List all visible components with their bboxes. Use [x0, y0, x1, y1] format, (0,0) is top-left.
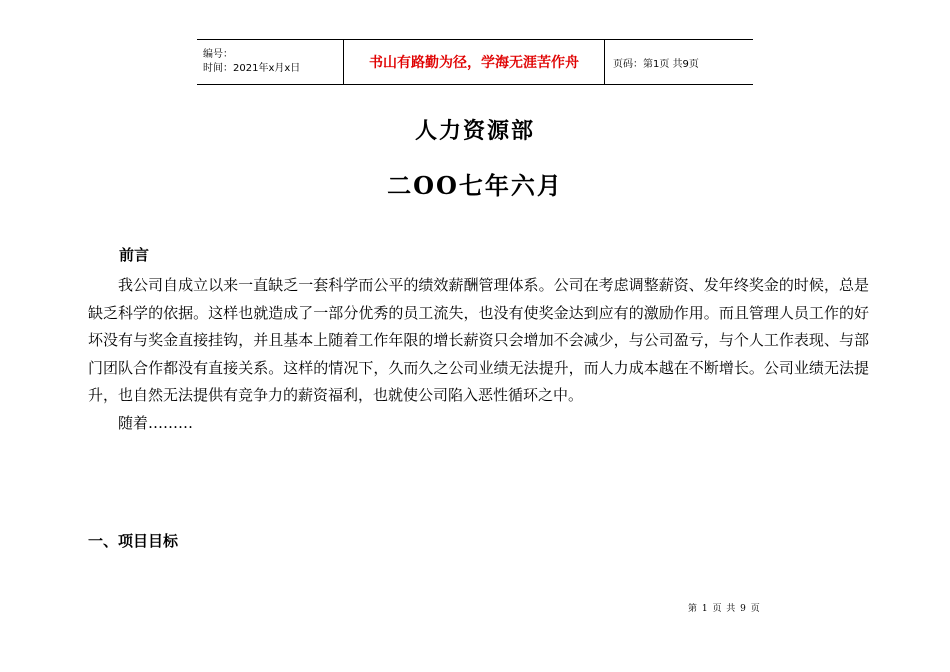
- number-label: 编号：: [203, 49, 233, 60]
- header-table: [197, 39, 753, 85]
- header-meta-cell: [197, 40, 344, 85]
- time-label: 时间：2021年x月x日: [203, 63, 301, 74]
- page-code: 页码：第1页 共9页: [605, 40, 754, 85]
- preface-heading: 前言: [119, 246, 150, 264]
- page-footer: 第 1 页 共 9 页: [688, 604, 761, 614]
- preface-paragraph: 我公司自成立以来一直缺乏一套科学而公平的绩效薪酬管理体系。公司在考虑调整薪资、发年终奖金的时候，总是缺乏科学的依据。这样也就造成了一部分优秀的员工流失，也没有使奖金达到应有的激励作用。而且管理人员工作的好坏没有与奖金直接挂钩，并且基本上随着工作年限的增长薪资只会增加不会减少，与公司盈亏，与个人工作表现、与部门团队合作都没有直接关系。这样的情况下，久而久之公司业绩无法提升，而人力成本越在不断增长。公司业绩无法提升，也自然无法提供有竞争力的薪资福利，也就使公司陷入恶性循环之中。: [88, 276, 869, 404]
- preface-continuation: 随着………: [118, 413, 194, 432]
- department-title: 人力资源部: [414, 118, 535, 144]
- preface-body: [88, 272, 869, 437]
- motto: 书山有路勤为径，学海无涯苦作舟: [344, 40, 605, 85]
- section-heading: 一、项目目标: [88, 532, 179, 550]
- date-title: 二OO七年六月: [387, 171, 563, 200]
